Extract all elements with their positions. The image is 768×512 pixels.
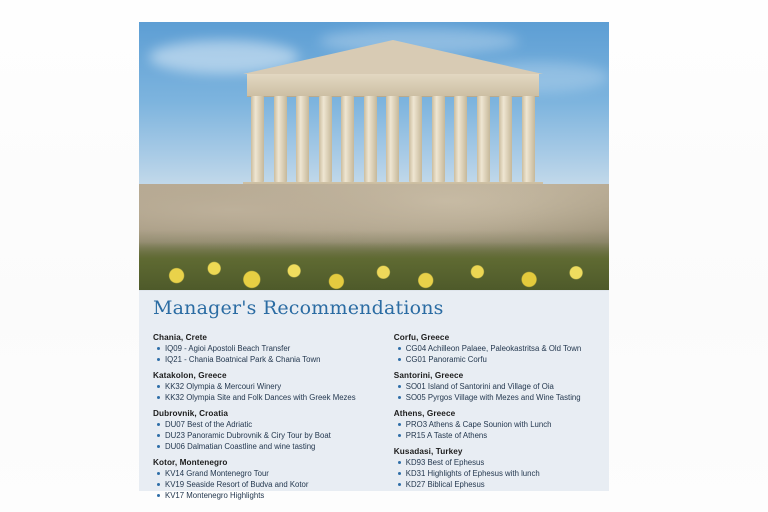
column: [341, 96, 354, 182]
list-item[interactable]: KD31 Highlights of Ephesus with lunch: [406, 468, 599, 479]
destination-title: Santorini, Greece: [393, 371, 464, 380]
destination-group: [394, 447, 599, 490]
destination-group: [153, 409, 376, 452]
destination-title: Athens, Greece: [393, 409, 456, 418]
list-item[interactable]: IQ09 - Agioi Apostoli Beach Transfer: [165, 343, 376, 354]
column: [251, 96, 264, 182]
list-item[interactable]: KV19 Seaside Resort of Budva and Kotor: [165, 479, 376, 490]
column: [522, 96, 535, 182]
list-item[interactable]: KV17 Montenegro Highlights: [165, 490, 376, 501]
column: [296, 96, 309, 182]
tour-list: [394, 343, 599, 365]
destination-group: [153, 371, 376, 403]
list-item[interactable]: SO01 Island of Santorini and Village of Oia: [406, 381, 599, 392]
tour-list: [153, 468, 376, 501]
destination-title: Kusadasi, Turkey: [393, 447, 463, 456]
flyer-sheet: [139, 22, 609, 500]
list-item[interactable]: PR15 A Taste of Athens: [406, 430, 599, 441]
column: [477, 96, 490, 182]
list-item[interactable]: DU06 Dalmatian Coastline and wine tasting: [165, 441, 376, 452]
parthenon-photo: [139, 22, 609, 290]
column: [364, 96, 377, 182]
destination-title: Corfu, Greece: [393, 333, 450, 342]
tour-list: [153, 343, 376, 365]
destination-group: [153, 458, 376, 501]
recommendations-columns: [153, 333, 599, 507]
column: [454, 96, 467, 182]
list-item[interactable]: SO05 Pyrgos Village with Mezes and Wine Tasting: [406, 392, 599, 403]
list-item[interactable]: KD93 Best of Ephesus: [406, 457, 599, 468]
recommendations-column-left: [153, 333, 376, 507]
column: [499, 96, 512, 182]
destination-title: Kotor, Montenegro: [153, 458, 228, 467]
temple-pediment: [243, 40, 543, 74]
list-item[interactable]: KD27 Biblical Ephesus: [406, 479, 599, 490]
list-item[interactable]: PRO3 Athens & Cape Sounion with Lunch: [406, 419, 599, 430]
destination-title: Dubrovnik, Croatia: [153, 409, 229, 418]
column: [319, 96, 332, 182]
temple-entablature: [247, 74, 539, 96]
temple-colonnade: [251, 96, 535, 182]
column: [432, 96, 445, 182]
yellow-flowers: [139, 242, 609, 290]
list-item[interactable]: CG01 Panoramic Corfu: [406, 354, 599, 365]
list-item[interactable]: KK32 Olympia Site and Folk Dances with Greek Mezes: [165, 392, 376, 403]
destination-group: [394, 371, 599, 403]
tour-list: [394, 457, 599, 490]
list-item[interactable]: IQ21 - Chania Boatnical Park & Chania Town: [165, 354, 376, 365]
destination-title: Chania, Crete: [153, 333, 208, 342]
recommendations-panel: [139, 290, 609, 500]
list-item[interactable]: DU07 Best of the Adriatic: [165, 419, 376, 430]
column: [409, 96, 422, 182]
destination-group: [394, 333, 599, 365]
column: [274, 96, 287, 182]
tour-list: [153, 381, 376, 403]
tour-list: [394, 381, 599, 403]
parthenon-temple: [243, 40, 543, 190]
destination-group: [153, 333, 376, 365]
destination-title: Katakolon, Greece: [153, 371, 227, 380]
list-item[interactable]: KV14 Grand Montenegro Tour: [165, 468, 376, 479]
destination-group: [394, 409, 599, 441]
tour-list: [394, 419, 599, 441]
column: [386, 96, 399, 182]
tour-list: [153, 419, 376, 452]
list-item[interactable]: KK32 Olympia & Mercouri Winery: [165, 381, 376, 392]
panel-title: Manager's Recommendations: [153, 297, 444, 319]
recommendations-column-right: [394, 333, 599, 507]
list-item[interactable]: CG04 Achilleon Palaee, Paleokastritsa & Old Town: [406, 343, 599, 354]
list-item[interactable]: DU23 Panoramic Dubrovnik & Ciry Tour by Boat: [165, 430, 376, 441]
